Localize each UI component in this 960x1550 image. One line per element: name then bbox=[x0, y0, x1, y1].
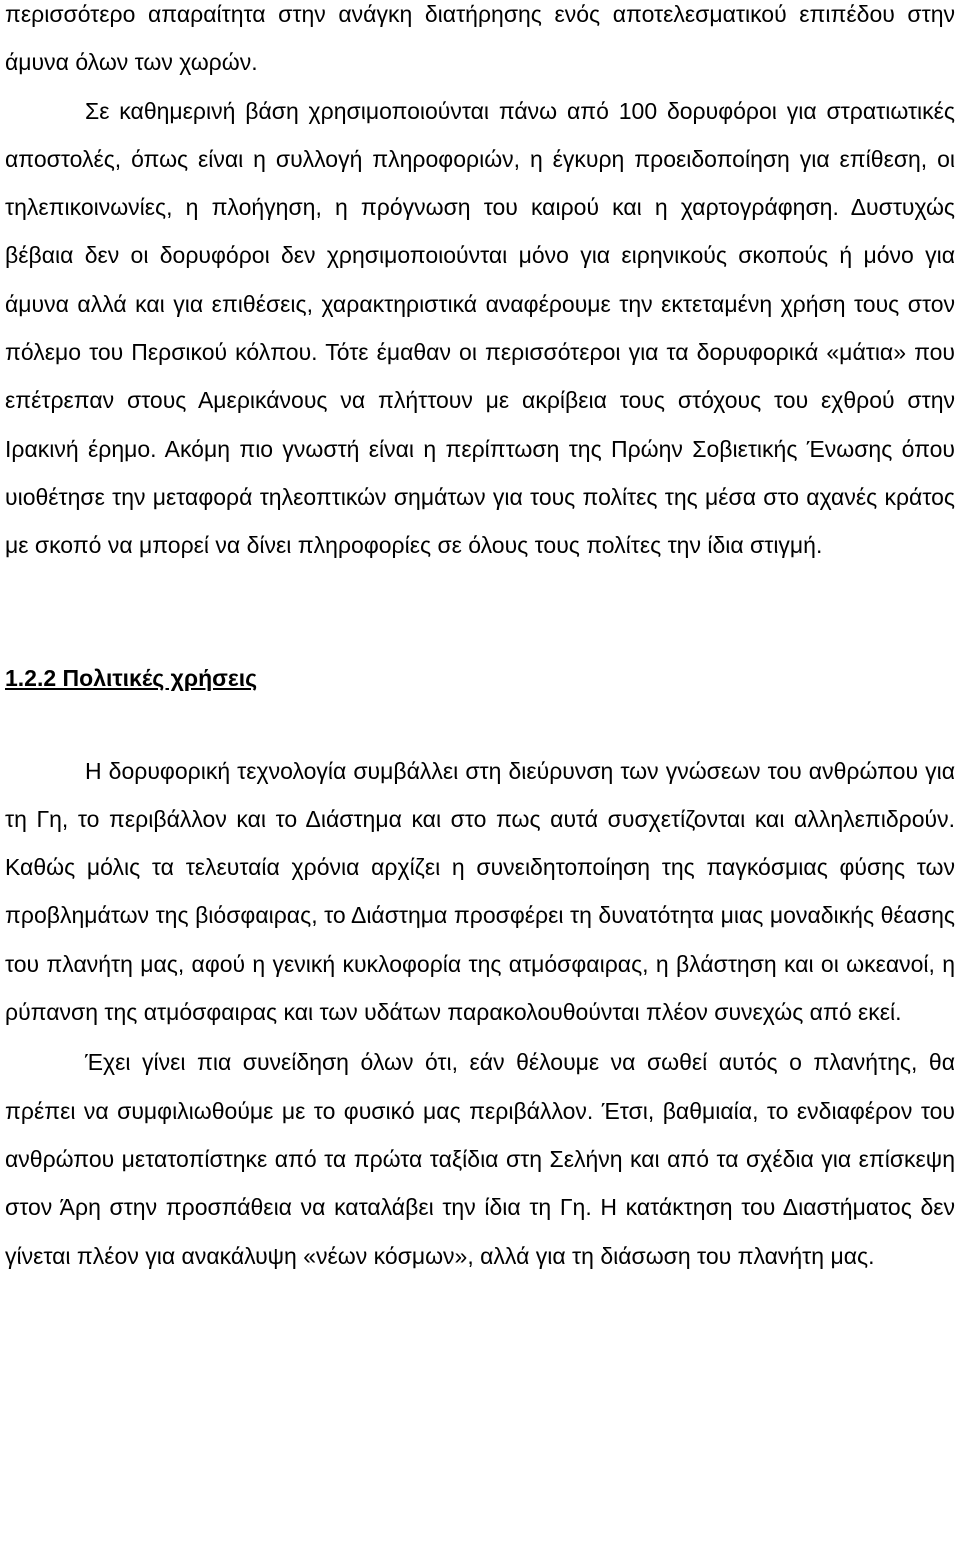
paragraph-continuation: περισσότερο απαραίτητα στην ανάγκη διατήρησης ενός αποτελεσματικού επιπέδου στην άμυνα όλων των χωρών. bbox=[5, 1, 955, 76]
paragraph-satellite-technology: Η δορυφορική τεχνολογία συμβάλλει στη διεύρυνση των γνώσεων του ανθρώπου για τη Γη, το περιβάλλον και το Διάστημα και στο πως αυτά συσχετίζονται και αλληλεπιδρούν. Καθώς μόλις τα τελευταία χρόνια αρχίζει η συνειδητοποίηση της παγκόσμιας φύσης των προβλημάτων της βιόσφαιρας, το Διάστημα προσφέρει τη δυνατότητα μιας μοναδικής θέασης του πλανήτη μας, αφού η γενική κυκλοφορία της ατμόσφαιρας, η βλάστηση και οι ωκεανοί, η ρύπανση της ατμόσφαιρας και των υδάτων παρακολουθούνται πλέον συνεχώς από εκεί. bbox=[5, 757, 955, 1026]
paragraph-military-satellites: Σε καθημερινή βάση χρησιμοποιούνται πάνω από 100 δορυφόροι για στρατιωτικές αποστολές, όπως είναι η συλλογή πληροφοριών, η έγκυρη προειδοποίηση για επίθεση, οι τηλεπικοινωνίες, η πλοήγηση, η πρόγνωση του καιρού και η χαρτογράφηση. Δυστυχώς βέβαια δεν οι δορυφόροι δεν χρησιμοποιούνται μόνο για ειρηνικούς σκοπούς ή μόνο για άμυνα αλλά και για επιθέσεις, χαρακτηριστικά αναφέρουμε την εκτεταμένη χρήση τους στον πόλεμο του Περσικού κόλπου. Τότε έμαθαν οι περισσότεροι για τα δορυφορικά «μάτια» που επέτρεπαν στους Αμερικάνους να πλήττουν με ακρίβεια τους στόχους του εχθρού στην Ιρακινή έρημο. Ακόμη πιο γνωστή είναι η περίπτωση της Πρώην Σοβιετικής Ένωσης όπου υιοθέτησε την μεταφορά τηλεοπτικών σημάτων για τους πολίτες της μέσα στο αχανές κράτος με σκοπό να μπορεί να δίνει πληροφορίες σε όλους τους πολίτες την ίδια στιγμή. bbox=[5, 97, 955, 559]
paragraph-environment: Έχει γίνει πια συνείδηση όλων ότι, εάν θέλουμε να σωθεί αυτός ο πλανήτης, θα πρέπει να συμφιλιωθούμε με το φυσικό μας περιβάλλον. Έτσι, βαθμιαία, το ενδιαφέρον του ανθρώπου μετατοπίστηκε από τα πρώτα ταξίδια στη Σελήνη και από τα σχέδια για επίσκεψη στον Άρη στην προσπάθεια να καταλάβει την ίδια τη Γη. Η κατάκτηση του Διαστήματος δεν γίνεται πλέον για ανακάλυψη «νέων κόσμων», αλλά για τη διάσωση του πλανήτη μας. bbox=[5, 1049, 955, 1269]
section-heading: 1.2.2 Πολιτικές χρήσεις bbox=[5, 664, 258, 691]
document-page bbox=[5, 0, 955, 1280]
